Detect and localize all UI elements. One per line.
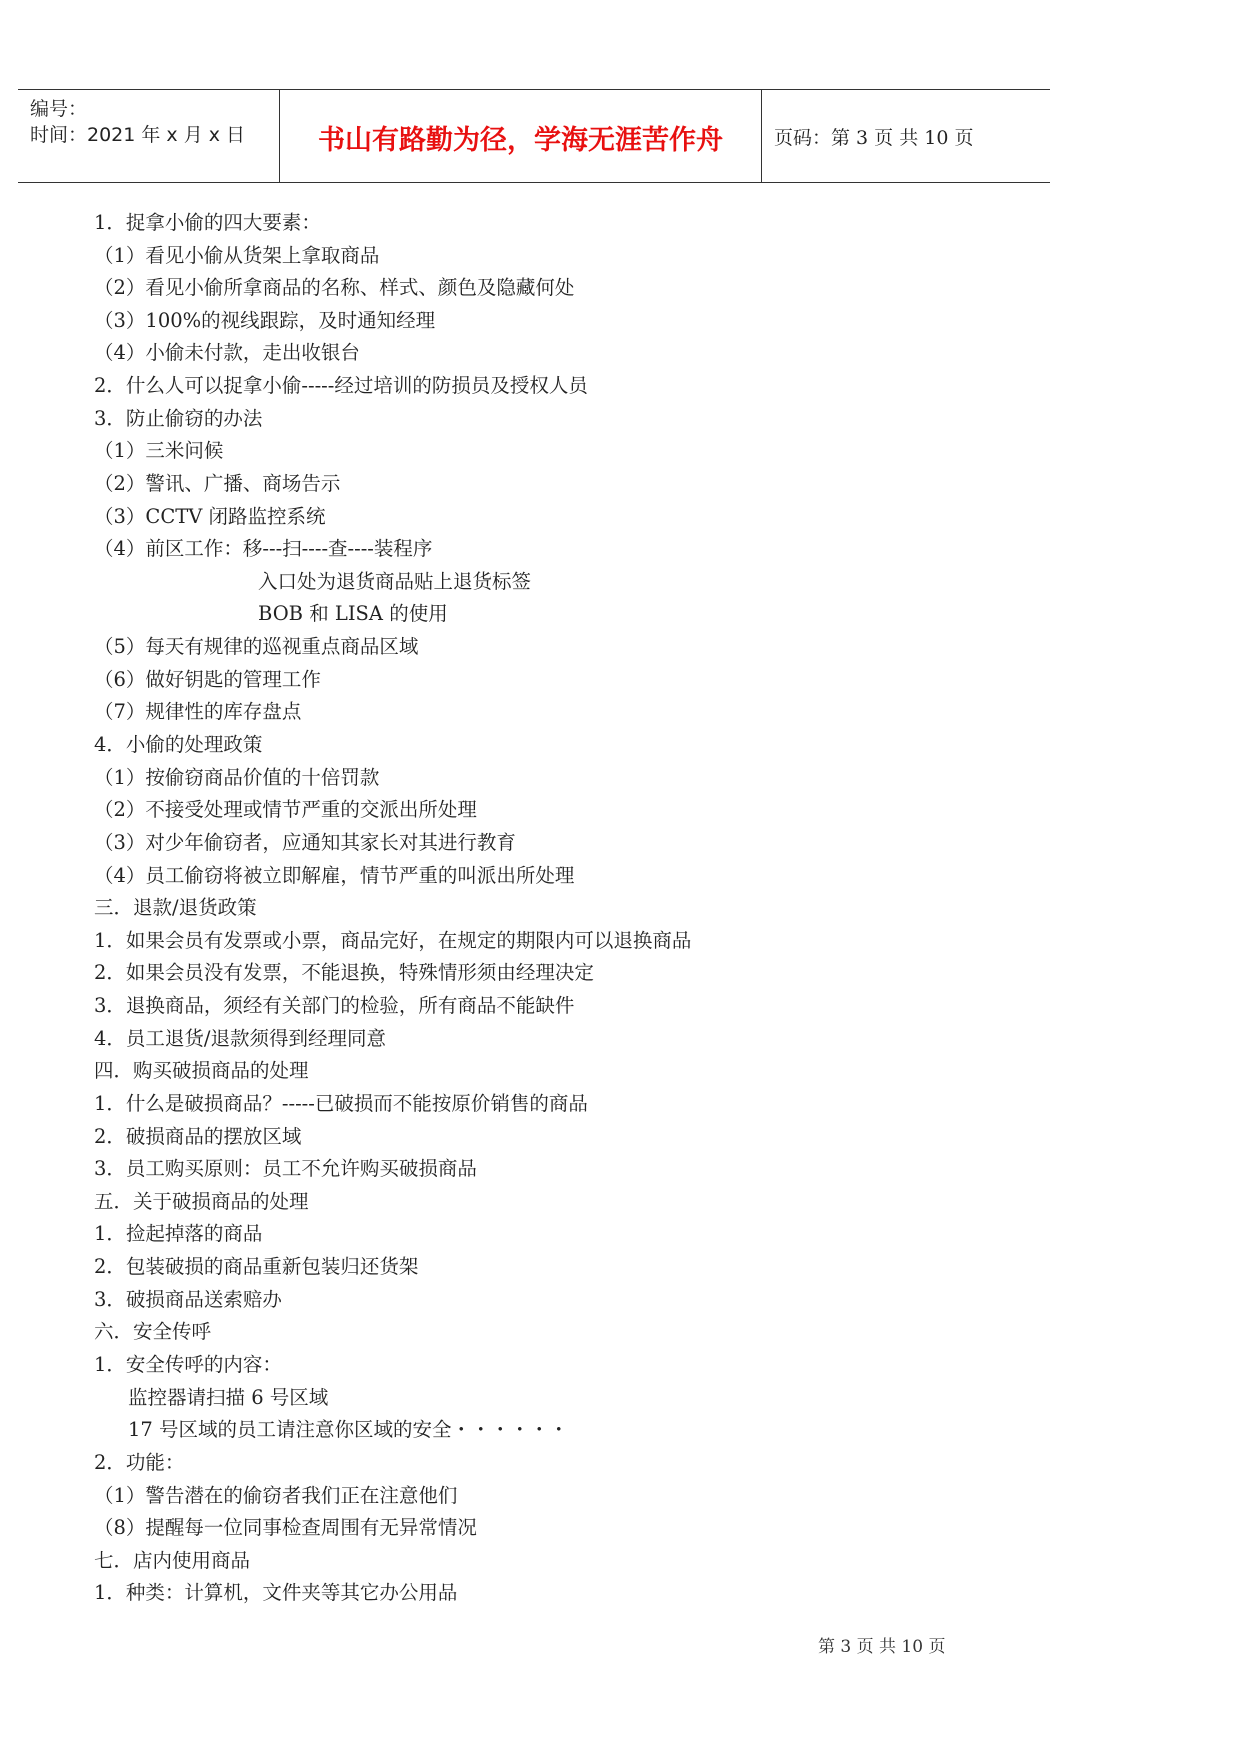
chapter-heading: 六．安全传呼 [94,1320,212,1343]
list-subitem: 17 号区域的员工请注意你区域的安全・・・・・・ [128,1418,569,1441]
list-item: （1）看见小偷从货架上拿取商品 [94,244,380,267]
list-subitem: 监控器请扫描 6 号区域 [128,1386,329,1409]
list-subitem: BOB 和 LISA 的使用 [258,602,448,625]
section-item: 3．破损商品送索赔办 [94,1288,282,1311]
document-header [18,89,1050,183]
header-page-cell [762,90,1050,182]
list-item: （2）看见小偷所拿商品的名称、样式、颜色及隐藏何处 [94,276,575,299]
list-item: （2）警讯、广播、商场告示 [94,472,341,495]
section-item: 4．小偷的处理政策 [94,733,263,756]
section-item: 2．如果会员没有发票，不能退换，特殊情形须由经理决定 [94,961,594,984]
list-item: （4）前区工作：移---扫----查----装程序 [94,537,433,560]
section-item: 3．防止偷窃的办法 [94,407,263,430]
header-motto: 书山有路勤为径，学海无涯苦作舟 [318,125,723,156]
document-date-label: 时间：2021 年 x 月 x 日 [30,124,246,146]
list-item: （4）小偷未付款，走出收银台 [94,341,360,364]
list-item: （3）对少年偷窃者，应通知其家长对其进行教育 [94,831,516,854]
section-item: 4．员工退货/退款须得到经理同意 [94,1027,386,1050]
header-meta-cell [18,90,280,182]
document-code-label: 编号： [30,98,88,120]
list-subitem: 入口处为退货商品贴上退货标签 [258,570,532,593]
list-item: （3）CCTV 闭路监控系统 [94,505,326,528]
section-item: 2．包装破损的商品重新包装归还货架 [94,1255,419,1278]
list-item: （8）提醒每一位同事检查周围有无异常情况 [94,1516,477,1539]
list-item: （1）三米问候 [94,439,224,462]
list-item: （4）员工偷窃将被立即解雇，情节严重的叫派出所处理 [94,864,575,887]
list-item: （1）按偷窃商品价值的十倍罚款 [94,766,380,789]
chapter-heading: 七．店内使用商品 [94,1549,251,1572]
section-item: 1．捉拿小偷的四大要素： [94,211,321,234]
header-page-info: 页码：第 3 页 共 10 页 [774,127,974,149]
list-item: （2）不接受处理或情节严重的交派出所处理 [94,798,477,821]
section-item: 1．什么是破损商品？-----已破损而不能按原价销售的商品 [94,1092,588,1115]
list-item: （6）做好钥匙的管理工作 [94,668,321,691]
section-item: 2．功能： [94,1451,185,1474]
header-motto-cell [280,90,762,182]
page-footer: 第 3 页 共 10 页 [818,1637,946,1657]
section-item: 1．捡起掉落的商品 [94,1222,263,1245]
list-item: （5）每天有规律的巡视重点商品区域 [94,635,419,658]
section-item: 2．什么人可以捉拿小偷-----经过培训的防损员及授权人员 [94,374,588,397]
section-item: 1．如果会员有发票或小票，商品完好，在规定的期限内可以退换商品 [94,929,692,952]
list-item: （3）100%的视线跟踪，及时通知经理 [94,309,436,332]
section-item: 3．退换商品，须经有关部门的检验，所有商品不能缺件 [94,994,575,1017]
chapter-heading: 四．购买破损商品的处理 [94,1059,309,1082]
chapter-heading: 五．关于破损商品的处理 [94,1190,309,1213]
section-item: 1．安全传呼的内容： [94,1353,282,1376]
chapter-heading: 三．退款/退货政策 [94,896,257,919]
section-item: 2．破损商品的摆放区域 [94,1125,302,1148]
section-item: 3．员工购买原则：员工不允许购买破损商品 [94,1157,477,1180]
section-item: 1．种类：计算机，文件夹等其它办公用品 [94,1581,458,1604]
list-item: （7）规律性的库存盘点 [94,700,302,723]
list-item: （1）警告潜在的偷窃者我们正在注意他们 [94,1484,458,1507]
